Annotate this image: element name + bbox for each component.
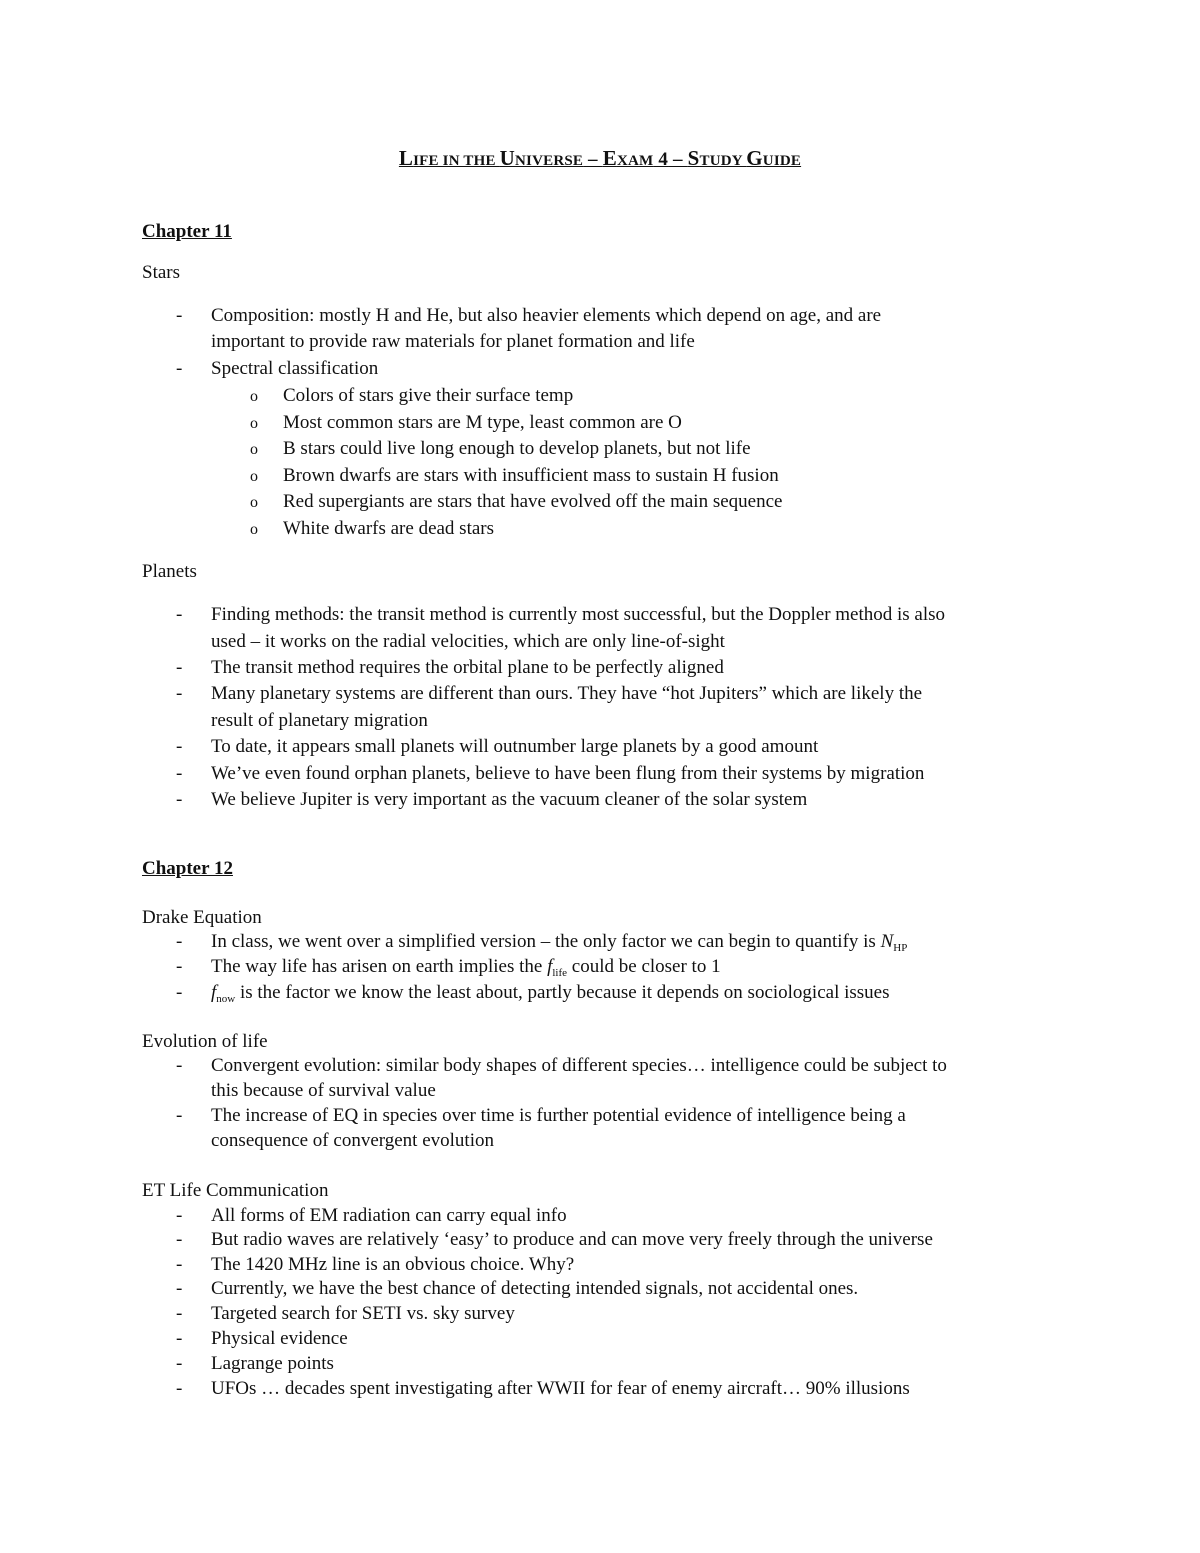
dash-marker: -	[176, 763, 183, 784]
dash-marker: -	[176, 1278, 183, 1299]
et-item: Targeted search for SETI vs. sky survey	[211, 1303, 515, 1324]
title-part: IFE IN THE	[413, 153, 500, 169]
drake-subscript: now	[216, 993, 236, 1005]
planets-item-cont: used – it works on the radial velocities, which are only line-of-sight	[211, 631, 725, 652]
drake-variable: f	[547, 956, 553, 977]
dash-marker: -	[176, 1378, 183, 1399]
planets-item: Finding methods: the transit method is currently most successful, but the Doppler method is also	[211, 604, 946, 625]
dash-marker: -	[176, 1254, 183, 1275]
planets-item: The transit method requires the orbital plane to be perfectly aligned	[211, 657, 724, 678]
et-item: Physical evidence	[211, 1328, 348, 1349]
chapter-11-heading: Chapter 11	[142, 221, 232, 242]
dash-marker: -	[176, 982, 183, 1003]
stars-composition: Composition: mostly H and He, but also heavier elements which depend on age, and are	[211, 305, 882, 326]
dash-marker: -	[176, 683, 183, 704]
title-part: 4	[653, 149, 669, 170]
drake-item	[211, 980, 890, 1012]
title-part: –	[668, 149, 688, 170]
title-part: NIVERSE	[515, 153, 584, 169]
title-part: XAM	[616, 153, 654, 169]
evolution-heading: Evolution of life	[142, 1031, 268, 1052]
et-heading: ET Life Communication	[142, 1180, 329, 1201]
title-part: L	[398, 146, 414, 170]
dash-marker: -	[176, 657, 183, 678]
spectral-item: White dwarfs are dead stars	[283, 518, 495, 539]
planets-item-cont: result of planetary migration	[211, 710, 428, 731]
et-item: But radio waves are relatively ‘easy’ to produce and can move very freely through the universe	[211, 1229, 933, 1250]
drake-variable: N	[880, 931, 894, 952]
et-item: All forms of EM radiation can carry equal info	[211, 1205, 567, 1226]
chapter-12-heading: Chapter 12	[142, 858, 233, 879]
dash-marker: -	[176, 1055, 183, 1076]
dash-marker: -	[176, 1353, 183, 1374]
et-item: The 1420 MHz line is an obvious choice. Why?	[211, 1254, 575, 1275]
drake-text: The way life has arisen on earth implies the	[211, 956, 548, 977]
title-part: TUDY	[699, 153, 747, 169]
dash-marker: -	[176, 1105, 183, 1126]
title-part: E	[602, 146, 617, 170]
et-item: Currently, we have the best chance of detecting intended signals, not accidental ones.	[211, 1278, 859, 1299]
bullet-marker: o	[250, 468, 258, 485]
title-part: G	[746, 146, 763, 170]
evolution-item-cont: consequence of convergent evolution	[211, 1130, 494, 1151]
planets-item: We’ve even found orphan planets, believe to have been flung from their systems by migration	[211, 763, 925, 784]
drake-text: In class, we went over a simplified version – the only factor we can begin to quantify is	[211, 931, 881, 952]
et-item: UFOs … decades spent investigating after WWII for fear of enemy aircraft… 90% illusions	[211, 1378, 910, 1399]
evolution-item: Convergent evolution: similar body shapes of different species… intelligence could be subject to	[211, 1055, 947, 1076]
title-part: –	[583, 149, 603, 170]
spectral-item: Brown dwarfs are stars with insufficient mass to sustain H fusion	[283, 465, 779, 486]
drake-variable: f	[211, 982, 217, 1003]
spectral-item: Red supergiants are stars that have evolved off the main sequence	[283, 491, 783, 512]
dash-marker: -	[176, 1328, 183, 1349]
dash-marker: -	[176, 305, 183, 326]
dash-marker: -	[176, 1303, 183, 1324]
evolution-item: The increase of EQ in species over time is further potential evidence of intelligence being a	[211, 1105, 906, 1126]
stars-composition-cont: important to provide raw materials for planet formation and life	[211, 331, 695, 352]
stars-spectral: Spectral classification	[211, 358, 379, 379]
planets-item: To date, it appears small planets will outnumber large planets by a good amount	[211, 736, 819, 757]
dash-marker: -	[176, 358, 183, 379]
bullet-marker: o	[250, 521, 258, 538]
bullet-marker: o	[250, 415, 258, 432]
title-part: S	[687, 146, 700, 170]
dash-marker: -	[176, 956, 183, 977]
title-part: U	[499, 146, 516, 170]
drake-subscript: life	[552, 967, 568, 979]
spectral-item: B stars could live long enough to develop planets, but not life	[283, 438, 751, 459]
planets-heading: Planets	[142, 561, 197, 582]
planets-item: Many planetary systems are different than ours. They have “hot Jupiters” which are likely the	[211, 683, 923, 704]
dash-marker: -	[176, 789, 183, 810]
evolution-item-cont: this because of survival value	[211, 1080, 436, 1101]
spectral-item: Most common stars are M type, least common are O	[283, 412, 682, 433]
title-part: UIDE	[762, 153, 802, 169]
et-item: Lagrange points	[211, 1353, 334, 1374]
dash-marker: -	[176, 736, 183, 757]
page-title	[0, 146, 1200, 171]
drake-subscript: HP	[893, 942, 908, 954]
stars-heading: Stars	[142, 262, 180, 283]
bullet-marker: o	[250, 388, 258, 405]
spectral-item: Colors of stars give their surface temp	[283, 385, 574, 406]
bullet-marker: o	[250, 441, 258, 458]
dash-marker: -	[176, 931, 183, 952]
dash-marker: -	[176, 604, 183, 625]
drake-heading: Drake Equation	[142, 907, 262, 928]
bullet-marker: o	[250, 494, 258, 511]
drake-text: is the factor we know the least about, partly because it depends on sociological issues	[235, 982, 890, 1003]
drake-text: could be closer to 1	[567, 956, 721, 977]
dash-marker: -	[176, 1205, 183, 1226]
dash-marker: -	[176, 1229, 183, 1250]
planets-item: We believe Jupiter is very important as the vacuum cleaner of the solar system	[211, 789, 808, 810]
